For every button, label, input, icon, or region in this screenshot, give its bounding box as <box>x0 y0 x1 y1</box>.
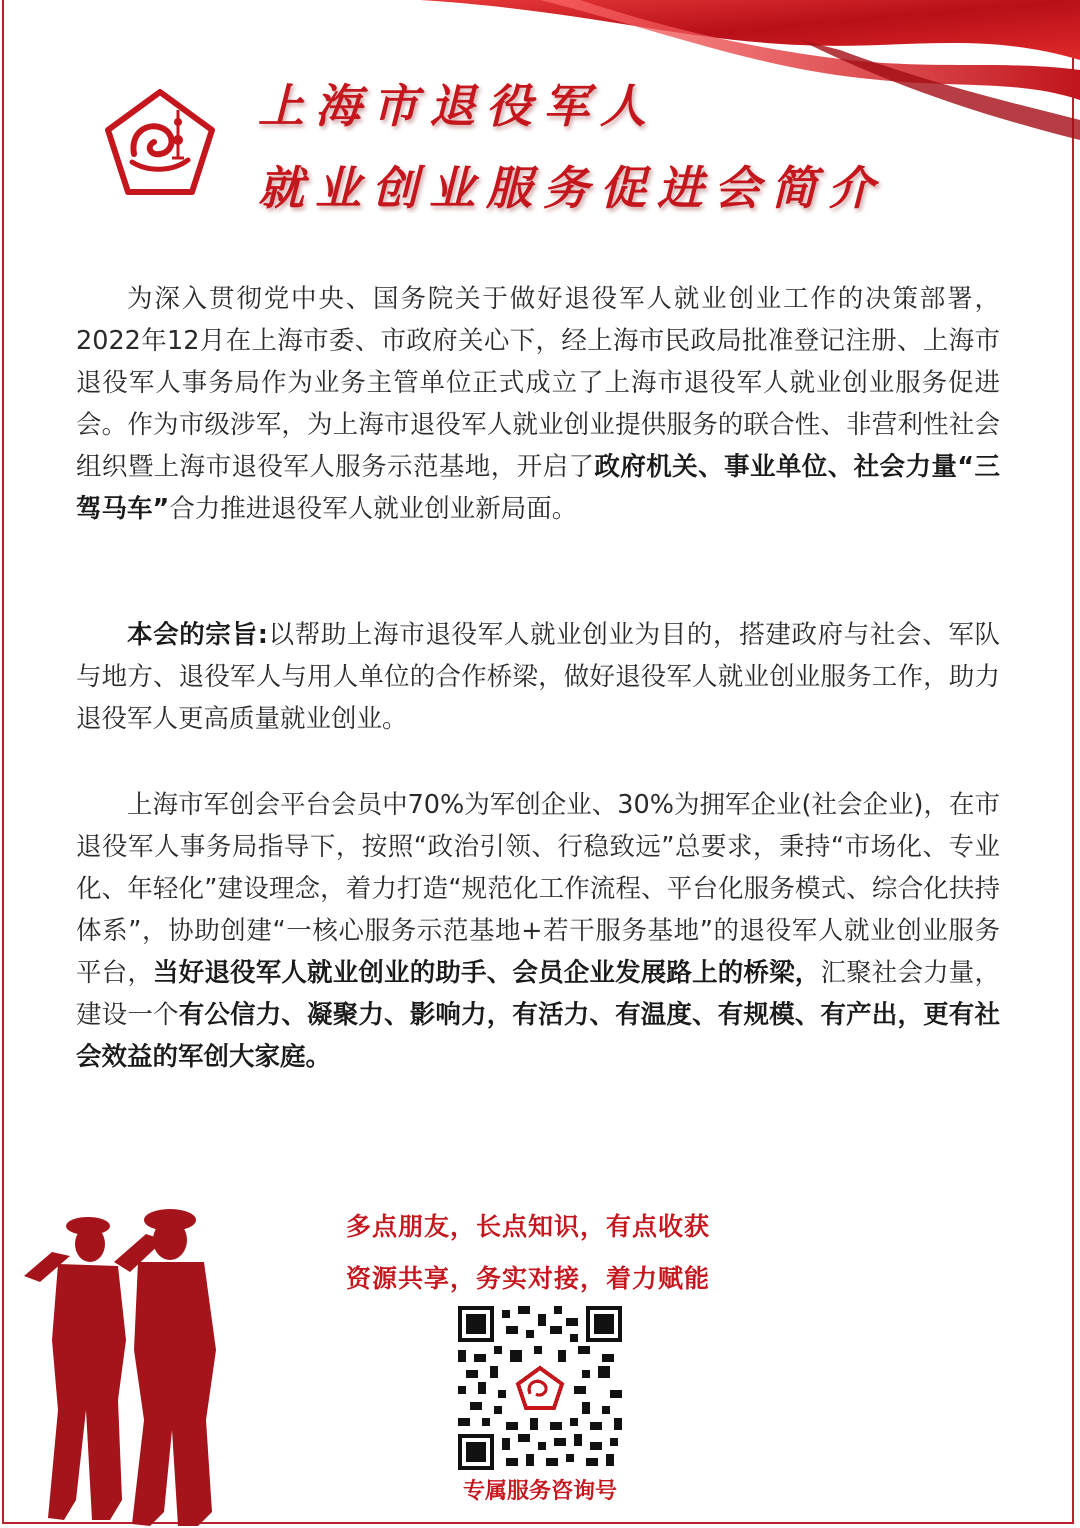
purpose-heading: 本会的宗旨: <box>127 620 268 650</box>
saluting-soldiers-silhouette <box>18 1200 238 1526</box>
slogan-line-2: 资源共享，务实对接，着力赋能 <box>346 1264 711 1293</box>
intro-text-a: 为深入贯彻党中央、国务院关于做好退役军人就业创业工作的决策部署，2022年12月在上海市委、市政府关心下，经上海市民政局批准登记注册、上海市退役军人事务局作为业务主管单位正式成立了上海市退役军人就业创业服务促进会。作为市级涉军，为上海市退役军人就业创业提供服务的联合性、非营利性社会组织暨上海市退役军人服务示范基地，开启了 <box>76 284 1000 482</box>
purpose-text: 以帮助上海市退役军人就业创业为目的，搭建政府与社会、军队与地方、退役军人与用人单位的合作桥梁，做好退役军人就业创业服务工作，助力退役军人更高质量就业创业。 <box>76 620 1000 734</box>
intro-bold-a: 政府机关、事业单位、社会力量“三驾马车” <box>76 452 1000 524</box>
intro-text-b: 合力推进退役军人就业创业新局面。 <box>169 494 578 524</box>
title-line-2: 就业创业服务促进会简介 <box>258 161 885 215</box>
slogan-line-1: 多点朋友，长点知识，有点收获 <box>346 1212 711 1241</box>
association-emblem-icon <box>104 88 216 196</box>
intro-paragraph <box>76 278 1000 530</box>
members-bold-a: 当好退役军人就业创业的助手、会员企业发展路上的桥梁， <box>153 958 821 988</box>
members-bold-b: 有公信力、凝聚力、影响力，有活力、有温度、有规模、有产出，更有社会效益的军创大家庭。 <box>76 1000 1000 1072</box>
members-paragraph <box>76 784 1000 1078</box>
members-text-b: 汇聚社会力量，建设一个 <box>76 958 1000 1030</box>
qr-caption: 专属服务咨询号 <box>462 1479 617 1504</box>
members-text-a: 上海市军创会平台会员中70%为军创企业、30%为拥军企业(社会企业)，在市退役军人事务局指导下，按照“政治引领、行稳致远”总要求，秉持“市场化、专业化、年轻化”建设理念，着力打造“规范化工作流程、平台化服务模式、综合化扶持体系”，协助创建“一核心服务示范基地+若干服务基地”的退役军人就业创业服务平台， <box>76 790 1000 988</box>
title-line-1: 上海市退役军人 <box>258 79 657 133</box>
purpose-paragraph <box>76 614 1000 740</box>
qr-code-icon <box>458 1306 622 1470</box>
